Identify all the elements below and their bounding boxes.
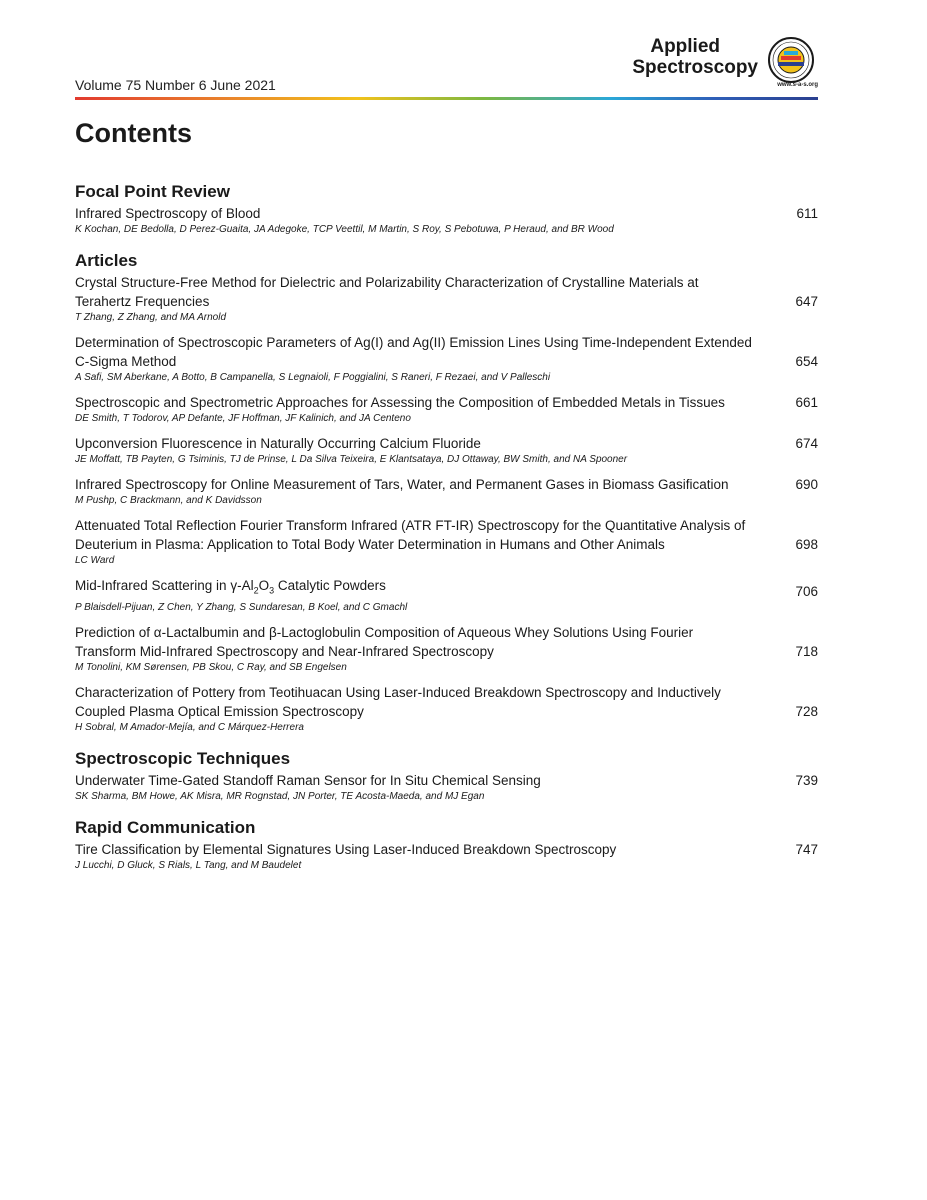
article-title[interactable]: Spectroscopic and Spectrometric Approaches for Assessing the Composition of Embedded Metals in Tissues [75,395,725,410]
article-authors: T Zhang, Z Zhang, and MA Arnold [75,312,227,323]
article-title-part: -Lactalbumin and [161,624,269,640]
article-title[interactable]: Determination of Spectroscopic Parameters of Ag(I) and Ag(II) Emission Lines Using Time-Independent Extended C-Sigma Method [75,335,752,369]
article-title-part: -Al [237,578,254,593]
article-authors: SK Sharma, BM Howe, AK Misra, MR Rognstad, JN Porter, TE Acosta-Maeda, and MJ Egan [75,790,485,802]
journal-name-line2: Spectroscopy [632,57,758,78]
toc-entry[interactable] [75,333,818,384]
article-authors: P Blaisdell-Pijuan, Z Chen, Y Zhang, S Sundaresan, B Koel, and C Gmachl [75,601,408,613]
page-number[interactable]: 706 [795,584,818,599]
article-authors: JE Moffatt, TB Payten, G Tsiminis, TJ de Prinse, L Da Silva Teixeira, E Klantsataya, DJ Ottaway, BW Smith, and NA Spooner [75,454,628,465]
article-authors: LC Ward [75,555,115,566]
masthead [75,0,818,98]
volume-issue-line: Volume 75 Number 6 June 2021 [75,77,276,93]
article-title-part: Catalytic Powders [274,578,386,593]
toc-section [75,748,818,803]
article-title[interactable]: Underwater Time-Gated Standoff Raman Sensor for In Situ Chemical Sensing [75,772,541,788]
article-title-part: Prediction of [75,624,154,640]
article-title-part: O [258,578,270,593]
page-number[interactable]: 747 [795,841,818,857]
article-title[interactable]: Infrared Spectroscopy for Online Measurement of Tars, Water, and Permanent Gases in Biomass Gasification [75,477,729,492]
article-title[interactable] [75,576,755,601]
journal-name-line1: Applied [650,36,721,57]
section-heading: Rapid Communication [75,817,256,837]
page-title: Contents [75,118,192,148]
page-number[interactable]: 739 [795,772,818,788]
article-title-part: α [153,624,162,640]
article-title[interactable]: Attenuated Total Reflection Fourier Transform Infrared (ATR FT-IR) Spectroscopy for the Quantitative Analysis of Deuterium in Plasma: Application to Total Body Water Determination in Humans and Other Animals [75,518,746,552]
page-number[interactable]: 698 [795,537,818,552]
article-title-part: γ [230,578,238,593]
toc-section [75,181,818,236]
toc-entry[interactable] [75,683,818,734]
article-title[interactable]: Crystal Structure-Free Method for Dielectric and Polarizability Characterization of Crystalline Materials at Terahertz Frequencies [75,275,699,309]
color-rule-divider [75,97,818,100]
page-number[interactable]: 661 [795,395,818,410]
journal-name [632,36,758,78]
page-number[interactable]: 718 [795,643,818,659]
page-number[interactable]: 611 [796,206,818,221]
toc-entry[interactable] [75,273,818,324]
section-heading: Focal Point Review [75,182,230,201]
toc-entry[interactable] [75,623,818,674]
toc-entry[interactable] [75,393,818,425]
toc-entry[interactable] [75,434,818,466]
article-authors: DE Smith, T Todorov, AP Defante, JF Hoffman, JF Kalinich, and JA Centeno [75,413,411,424]
page-number[interactable]: 690 [795,477,818,492]
journal-logo [618,36,818,96]
article-title-part: -Lactoglobulin Composition of Aqueous Whey Solutions Using Fourier Transform Mid-Infrared Spectroscopy and Near-Infrared Spectroscopy [75,624,694,659]
article-title[interactable]: Characterization of Pottery from Teotihuacan Using Laser-Induced Breakdown Spectroscopy and Inductively Coupled Plasma Optical Emission Spectroscopy [75,684,721,719]
toc-entry[interactable] [75,771,818,803]
page-number[interactable]: 654 [795,354,818,369]
article-title-part: 3 [269,585,275,596]
article-authors: M Pushp, C Brackmann, and K Davidsson [75,495,262,506]
article-title[interactable]: Upconversion Fluorescence in Naturally Occurring Calcium Fluoride [75,436,481,451]
society-url: www.s-a-s.org [777,82,818,88]
toc-entry[interactable] [75,516,818,567]
article-authors: A Safi, SM Aberkane, A Botto, B Campanella, S Legnaioli, F Poggialini, S Raneri, F Rezaei, and V Palleschi [75,372,551,383]
toc-entry[interactable] [75,475,818,507]
article-title-part: Mid-Infrared Scattering in [75,578,231,593]
page-number[interactable]: 647 [795,294,818,309]
article-title-part: 2 [253,585,259,596]
article-title[interactable] [75,623,755,661]
page-number[interactable]: 674 [795,436,818,451]
article-authors: M Tonolini, KM Sørensen, PB Skou, C Ray, and SB Engelsen [75,661,347,673]
page-number[interactable]: 728 [795,703,818,719]
article-title[interactable]: Tire Classification by Elemental Signatures Using Laser-Induced Breakdown Spectroscopy [75,841,617,857]
toc-section [75,250,818,734]
section-heading: Articles [75,251,138,270]
article-authors: H Sobral, M Amador-Mejía, and C Márquez-Herrera [75,721,304,733]
section-heading: Spectroscopic Techniques [75,748,291,768]
article-authors: J Lucchi, D Gluck, S Rials, L Tang, and M Baudelet [75,859,302,871]
article-title[interactable]: Infrared Spectroscopy of Blood [75,206,261,221]
table-of-contents [75,181,818,886]
toc-entry[interactable] [75,204,818,236]
article-authors: K Kochan, DE Bedolla, D Perez-Guaita, JA Adegoke, TCP Veettil, M Martin, S Roy, S Pebotuwa, P Heraud, and BR Wood [75,224,614,235]
article-title-part: β [268,624,277,640]
toc-section [75,817,818,872]
toc-entry[interactable] [75,576,818,614]
toc-entry[interactable] [75,840,818,872]
